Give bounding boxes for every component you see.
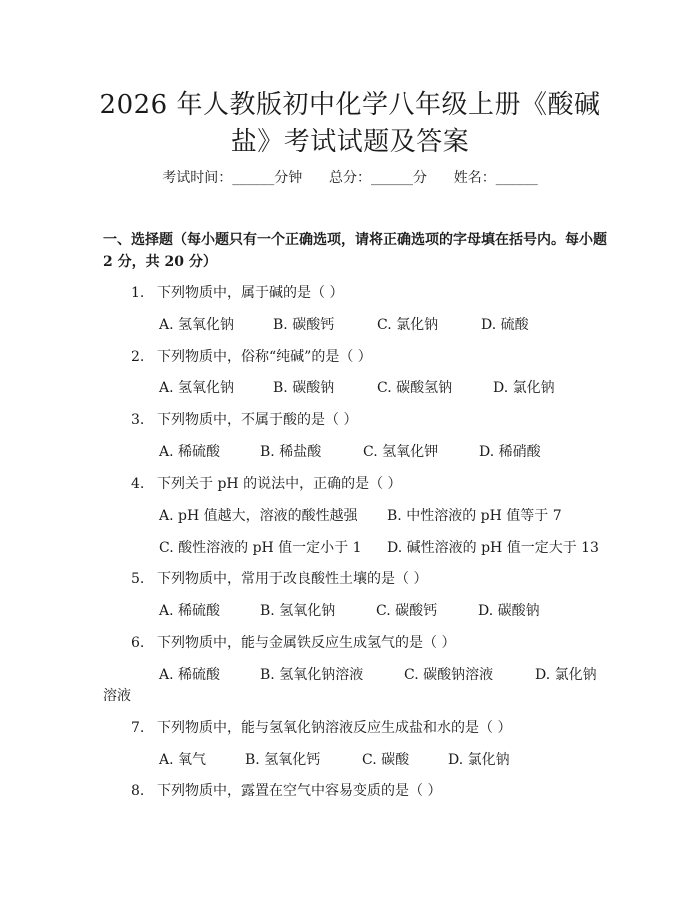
question-6-options bbox=[159, 664, 597, 684]
question-3-options bbox=[159, 441, 541, 461]
question-3 bbox=[131, 409, 357, 429]
page-title-line-2: 盐》考试试题及答案 bbox=[230, 127, 470, 157]
option-d: D. 氯化钠 bbox=[493, 380, 555, 396]
option-c: C. 碳酸钙 bbox=[376, 603, 438, 619]
option-c: C. 碳酸 bbox=[362, 752, 410, 768]
question-text: 下列物质中，能与氢氧化钠溶液反应生成盐和水的是（ ） bbox=[157, 720, 512, 736]
question-4-options-row-2 bbox=[159, 537, 599, 557]
question-1-options bbox=[159, 314, 529, 334]
question-text: 下列物质中，不属于酸的是（ ） bbox=[157, 412, 358, 428]
option-c: C. 氢氧化钾 bbox=[363, 444, 439, 460]
option-d: D. 硫酸 bbox=[481, 317, 529, 333]
question-5-options bbox=[159, 600, 540, 620]
option-a: A. 稀硫酸 bbox=[159, 603, 221, 619]
question-text: 下列物质中，俗称“纯碱”的是（ ） bbox=[157, 349, 372, 365]
option-a: A. 稀硫酸 bbox=[159, 667, 221, 683]
option-b: B. 稀盐酸 bbox=[260, 444, 322, 460]
question-number: 3. bbox=[131, 412, 145, 428]
question-number: 4. bbox=[131, 476, 145, 492]
option-b: B. 碳酸钠 bbox=[273, 380, 335, 396]
option-b: B. 氢氧化钠溶液 bbox=[260, 667, 364, 683]
option-d: D. 碳酸钠 bbox=[478, 603, 540, 619]
option-c: C. 氯化钠 bbox=[377, 317, 439, 333]
option-a: A. 氢氧化钠 bbox=[159, 380, 235, 396]
option-d: D. 氯化钠 bbox=[535, 667, 597, 683]
question-number: 8. bbox=[131, 783, 145, 799]
option-d: D. 氯化钠 bbox=[448, 752, 510, 768]
question-1 bbox=[131, 282, 343, 302]
question-7-options bbox=[159, 749, 510, 769]
option-d-wrap: 溶液 bbox=[103, 688, 131, 704]
question-text: 下列物质中，露置在空气中容易变质的是（ ） bbox=[157, 783, 442, 799]
option-a: A. 氢氧化钠 bbox=[159, 317, 235, 333]
question-number: 1. bbox=[131, 285, 145, 301]
question-text: 下列物质中，常用于改良酸性土壤的是（ ） bbox=[157, 571, 428, 587]
question-4 bbox=[131, 473, 402, 493]
question-text: 下列物质中，能与金属铁反应生成氢气的是（ ） bbox=[157, 635, 456, 651]
question-2-options bbox=[159, 377, 555, 397]
question-4-options-row-1 bbox=[159, 505, 562, 525]
question-5 bbox=[131, 568, 427, 588]
page-title-line-1: 2026 年人教版初中化学八年级上册《酸碱 bbox=[99, 90, 601, 120]
exam-info-line: 考试时间：______分钟 总分：______分 姓名：______ bbox=[162, 170, 538, 186]
question-8 bbox=[131, 780, 441, 800]
question-2 bbox=[131, 346, 372, 366]
question-number: 6. bbox=[131, 635, 145, 651]
option-a: A. 稀硫酸 bbox=[159, 444, 221, 460]
question-text: 下列关于 pH 的说法中，正确的是（ ） bbox=[157, 476, 402, 492]
option-d: D. 稀硝酸 bbox=[479, 444, 541, 460]
section-heading: 一、选择题（每小题只有一个正确选项，请将正确选项的字母填在括号内。每小题 2 分，共 20 分） bbox=[103, 232, 607, 270]
question-6 bbox=[131, 632, 455, 652]
question-number: 7. bbox=[131, 720, 145, 736]
option-b: B. 氢氧化钙 bbox=[245, 752, 321, 768]
option-d: D. 碱性溶液的 pH 值一定大于 13 bbox=[387, 540, 599, 556]
option-b: B. 碳酸钙 bbox=[273, 317, 335, 333]
question-7 bbox=[131, 717, 511, 737]
option-b: B. 中性溶液的 pH 值等于 7 bbox=[387, 508, 562, 524]
option-a: A. 氧气 bbox=[159, 752, 207, 768]
option-b: B. 氢氧化钠 bbox=[260, 603, 336, 619]
option-c: C. 酸性溶液的 pH 值一定小于 1 bbox=[159, 540, 362, 556]
question-number: 2. bbox=[131, 349, 145, 365]
option-c: C. 碳酸氢钠 bbox=[377, 380, 453, 396]
option-c: C. 碳酸钠溶液 bbox=[404, 667, 494, 683]
question-text: 下列物质中，属于碱的是（ ） bbox=[157, 285, 344, 301]
question-number: 5. bbox=[131, 571, 145, 587]
option-a: A. pH 值越大，溶液的酸性越强 bbox=[159, 508, 358, 524]
